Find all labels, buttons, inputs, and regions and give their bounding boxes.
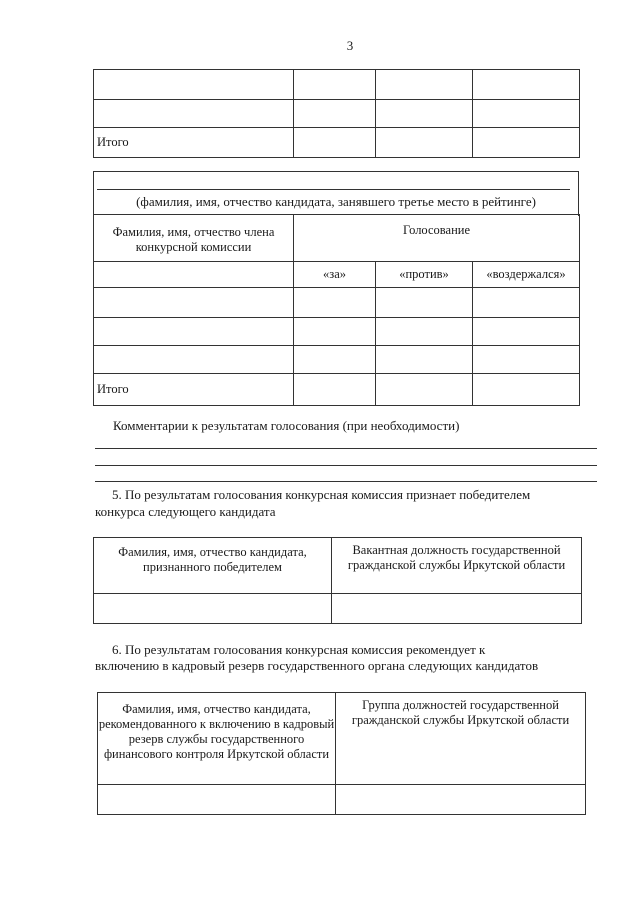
candidate-name-line: [97, 189, 570, 190]
voting-header: Голосование: [294, 215, 580, 262]
winner-table: [93, 537, 582, 624]
voting-table-third-place: [93, 214, 580, 406]
total-row: [94, 128, 580, 158]
table-row: [94, 594, 582, 624]
comments-label: Комментарии к результатам голосования (при необходимости): [113, 418, 460, 433]
table-row: [94, 346, 580, 374]
section6-text-line2: включению в кадровый резерв государственного органа следующих кандидатов: [95, 658, 539, 673]
table-row: [94, 318, 580, 346]
vacancy-header: Вакантная должность государственной гражданской службы Иркутской области: [332, 538, 582, 594]
winner-name-header: Фамилия, имя, отчество кандидата, признанного победителем: [94, 538, 332, 594]
section5-text-line1: 5. По результатам голосования конкурсная комиссия признает победителем: [112, 487, 531, 502]
table-row: [98, 785, 586, 815]
total-row: [94, 374, 580, 406]
col-for: «за»: [294, 262, 376, 288]
position-group-header: Группа должностей государственной гражданской службы Иркутской области: [336, 693, 586, 785]
section6-text-line1: 6. По результатам голосования конкурсная комиссия рекомендует к: [112, 642, 486, 657]
member-header: Фамилия, имя, отчество члена конкурсной комиссии: [94, 215, 294, 262]
comment-line: [95, 448, 597, 449]
candidate-caption: (фамилия, имя, отчество кандидата, занявшего третье место в рейтинге): [136, 194, 536, 209]
reserve-table: [97, 692, 586, 815]
table-row: [94, 100, 580, 128]
table-row: [94, 70, 580, 100]
table-row: [94, 288, 580, 318]
comment-line: [95, 465, 597, 466]
reserve-name-header: Фамилия, имя, отчество кандидата, рекомендованного к включению в кадровый резерв службы государственного финансового контроля Иркутской области: [98, 693, 336, 785]
page-number: 3: [346, 38, 354, 53]
voting-table-continued: [93, 69, 580, 158]
section5-text-line2: конкурса следующего кандидата: [95, 504, 276, 519]
total-label: Итого: [94, 128, 294, 158]
total-label: Итого: [94, 374, 294, 406]
comment-line: [95, 481, 597, 482]
col-against: «против»: [376, 262, 473, 288]
col-abstained: «воздержался»: [473, 262, 580, 288]
